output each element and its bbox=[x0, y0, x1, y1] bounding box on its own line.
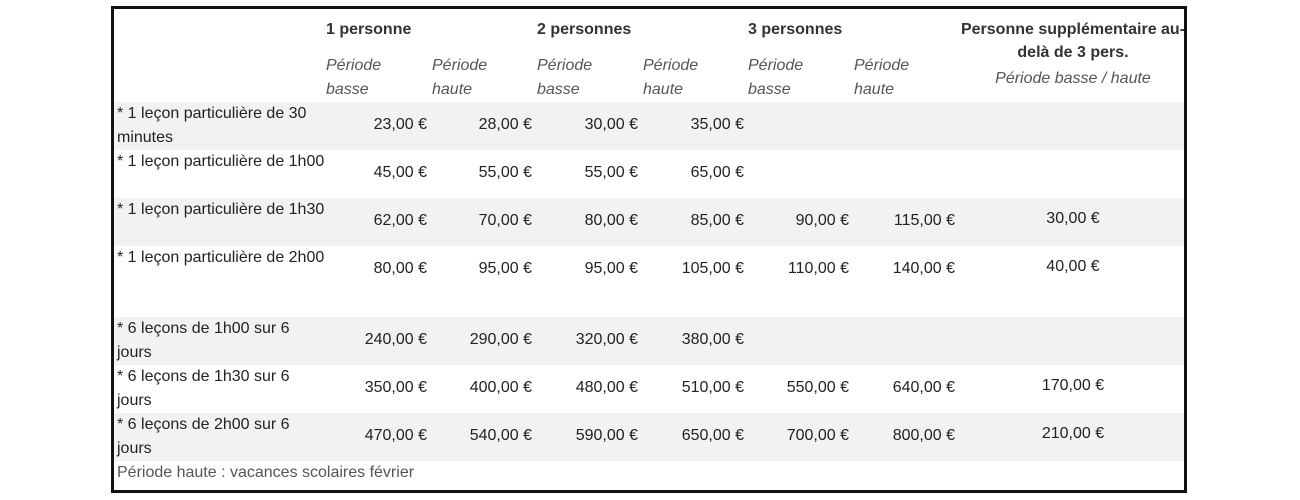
price-cell: 290,00 € bbox=[469, 331, 532, 348]
price-cell: 320,00 € bbox=[575, 331, 638, 348]
price-cell: 640,00 € bbox=[892, 379, 955, 396]
header-1-personne: 1 personne bbox=[326, 21, 412, 38]
price-cell: 90,00 € bbox=[795, 212, 849, 229]
extra-person-price: 170,00 € bbox=[1041, 377, 1105, 394]
price-cell: 540,00 € bbox=[469, 427, 532, 444]
price-cell: 550,00 € bbox=[786, 379, 849, 396]
table-row bbox=[114, 365, 1184, 413]
subheader-1p-high: Période haute bbox=[432, 57, 488, 98]
price-cell: 30,00 € bbox=[584, 116, 638, 133]
subheader-3p-low: Période basse bbox=[748, 57, 804, 98]
header-extra-person-line2: delà de 3 pers. bbox=[1017, 44, 1129, 61]
price-cell: 23,00 € bbox=[373, 116, 427, 133]
row-label: * 1 leçon particulière de 1h30 bbox=[117, 201, 325, 218]
price-cell: 105,00 € bbox=[681, 260, 744, 277]
subheader-1p-low: Période basse bbox=[326, 57, 382, 98]
extra-person-price: 210,00 € bbox=[1041, 425, 1105, 442]
price-cell: 400,00 € bbox=[469, 379, 532, 396]
subheader-2p-high: Période haute bbox=[643, 57, 699, 98]
price-cell: 590,00 € bbox=[575, 427, 638, 444]
price-cell: 110,00 € bbox=[787, 260, 849, 277]
footnote: Période haute : vacances scolaires février bbox=[117, 464, 415, 481]
price-cell: 650,00 € bbox=[681, 427, 744, 444]
price-cell: 510,00 € bbox=[681, 379, 744, 396]
price-cell: 700,00 € bbox=[786, 427, 849, 444]
table-row bbox=[114, 150, 1184, 198]
header-2-personnes: 2 personnes bbox=[537, 21, 632, 38]
header-extra-person-line1: Personne supplémentaire au- bbox=[960, 21, 1186, 38]
row-label: * 6 leçons de 1h00 sur 6 jours bbox=[117, 320, 290, 361]
price-cell: 80,00 € bbox=[584, 212, 638, 229]
price-cell: 80,00 € bbox=[373, 260, 427, 277]
table-row bbox=[114, 317, 1184, 365]
table-row bbox=[114, 413, 1184, 461]
price-cell: 800,00 € bbox=[892, 427, 955, 444]
price-cell: 45,00 € bbox=[373, 164, 427, 181]
price-cell: 70,00 € bbox=[478, 212, 532, 229]
subheader-extra-period: Période basse / haute bbox=[995, 70, 1151, 87]
price-cell: 95,00 € bbox=[584, 260, 638, 277]
table-row bbox=[114, 198, 1184, 246]
row-label: * 6 leçons de 2h00 sur 6 jours bbox=[117, 416, 290, 457]
price-cell: 480,00 € bbox=[575, 379, 638, 396]
row-label: * 1 leçon particulière de 2h00 bbox=[117, 249, 325, 266]
price-cell: 28,00 € bbox=[478, 116, 532, 133]
subheader-2p-low: Période basse bbox=[537, 57, 593, 98]
price-cell: 470,00 € bbox=[364, 427, 427, 444]
price-cell: 62,00 € bbox=[373, 212, 427, 229]
price-cell: 35,00 € bbox=[690, 116, 744, 133]
row-label: * 6 leçons de 1h30 sur 6 jours bbox=[117, 368, 290, 409]
price-cell: 65,00 € bbox=[690, 164, 744, 181]
price-cell: 350,00 € bbox=[364, 379, 427, 396]
row-label: * 1 leçon particulière de 30 minutes bbox=[117, 105, 307, 146]
row-label: * 1 leçon particulière de 1h00 bbox=[117, 153, 325, 170]
price-cell: 95,00 € bbox=[478, 260, 532, 277]
price-cell: 240,00 € bbox=[364, 331, 427, 348]
extra-person-price: 30,00 € bbox=[1046, 210, 1100, 227]
subheader-3p-high: Période haute bbox=[854, 57, 910, 98]
price-cell: 115,00 € bbox=[893, 212, 955, 229]
table-row bbox=[114, 246, 1184, 294]
table-row bbox=[114, 102, 1184, 150]
header-3-personnes: 3 personnes bbox=[748, 21, 843, 38]
price-table bbox=[111, 6, 1187, 493]
price-cell: 140,00 € bbox=[892, 260, 955, 277]
price-cell: 380,00 € bbox=[681, 331, 744, 348]
extra-person-price: 40,00 € bbox=[1046, 258, 1100, 275]
price-cell: 55,00 € bbox=[478, 164, 532, 181]
price-cell: 55,00 € bbox=[584, 164, 638, 181]
price-cell: 85,00 € bbox=[690, 212, 744, 229]
